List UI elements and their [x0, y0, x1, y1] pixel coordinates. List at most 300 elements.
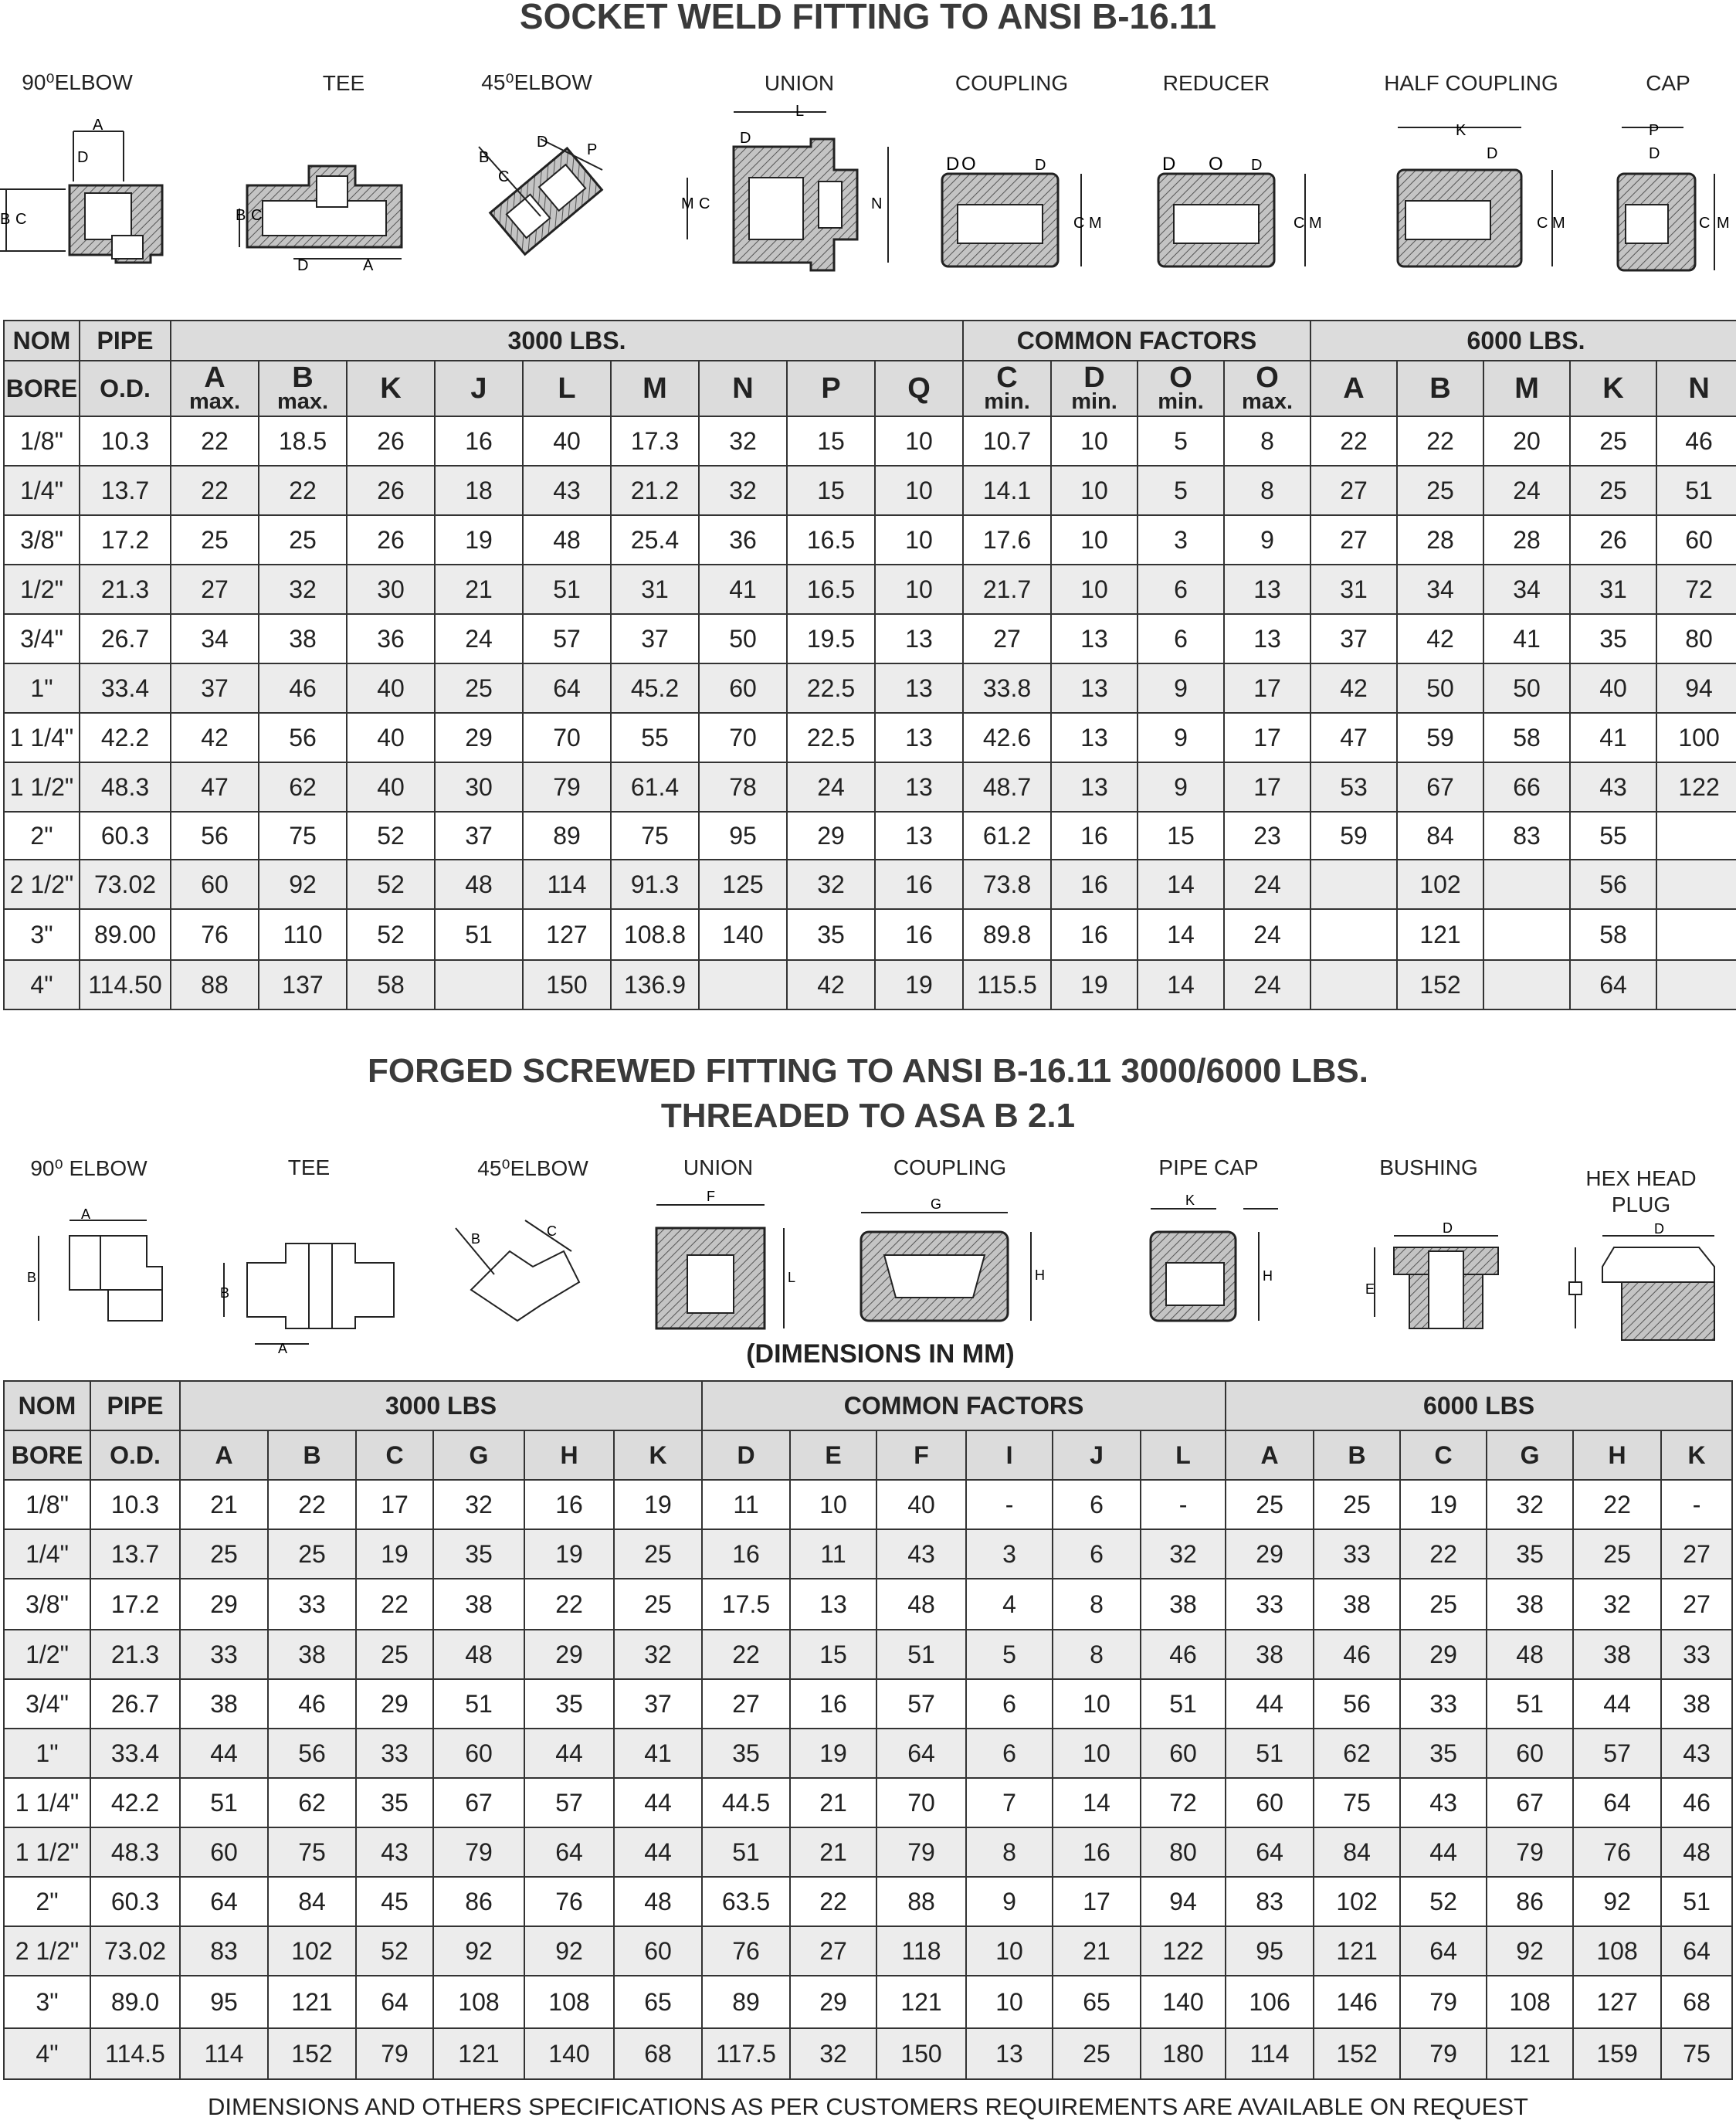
- value-cell: 22.5: [787, 713, 875, 762]
- value-cell: 60: [433, 1729, 524, 1778]
- pipe-od-cell: 42.2: [90, 1778, 180, 1827]
- value-cell: 57: [1573, 1729, 1661, 1778]
- half-coupling-drawing-icon: [1382, 116, 1575, 278]
- column-header: E: [790, 1430, 876, 1480]
- section2-title-line1: FORGED SCREWED FITTING TO ANSI B-16.11 3000/6000 LBS.: [368, 1052, 1368, 1090]
- socket-weld-dimension-table: [3, 320, 1736, 1010]
- fitting-label-bushing: BUSHING: [1379, 1155, 1478, 1179]
- value-cell: 56: [171, 812, 259, 860]
- value-cell: 22: [1573, 1480, 1661, 1529]
- value-cell: 38: [1487, 1579, 1573, 1630]
- value-cell: 22: [1310, 416, 1397, 466]
- value-cell: 9: [966, 1877, 1053, 1926]
- column-letter: M: [1514, 372, 1539, 405]
- value-cell: 25: [259, 515, 347, 565]
- value-cell: 37: [611, 614, 699, 663]
- value-cell: 66: [1483, 762, 1570, 812]
- value-cell: 83: [180, 1926, 268, 1976]
- value-cell: 51: [180, 1778, 268, 1827]
- value-cell: 3: [966, 1529, 1053, 1579]
- fitting-label-45-elbow: 45⁰ELBOW: [481, 70, 592, 94]
- elbow-90-drawing-icon: [15, 1205, 170, 1336]
- value-cell: 152: [268, 2028, 356, 2079]
- column-sub: max.: [276, 389, 329, 414]
- value-cell: 26: [347, 466, 435, 515]
- value-cell: 16: [790, 1679, 876, 1729]
- nom-bore-cell: 3/4": [4, 1679, 90, 1729]
- nom-bore-cell: 1/4": [4, 1529, 90, 1579]
- value-cell: 52: [356, 1926, 433, 1976]
- pipe-od-cell: 26.7: [80, 614, 171, 663]
- value-cell: 10: [1051, 565, 1138, 614]
- header-group-common: COMMON FACTORS: [702, 1381, 1226, 1430]
- value-cell: 64: [356, 1976, 433, 2028]
- nom-bore-cell: 1 1/2": [4, 762, 80, 812]
- value-cell: 25: [614, 1529, 702, 1579]
- value-cell: 13: [1224, 565, 1310, 614]
- value-cell: 88: [876, 1877, 966, 1926]
- value-cell: 17.6: [963, 515, 1051, 565]
- value-cell: 48: [1487, 1630, 1573, 1679]
- union-drawing-icon: [672, 103, 896, 286]
- value-cell: 84: [1314, 1827, 1400, 1877]
- value-cell: 60: [699, 663, 787, 713]
- value-cell: 13: [1224, 614, 1310, 663]
- header-od: O.D.: [80, 361, 171, 416]
- column-header: [1310, 361, 1397, 416]
- value-cell: 32: [614, 1630, 702, 1679]
- dim-c: C: [699, 195, 710, 212]
- value-cell: 41: [614, 1729, 702, 1778]
- value-cell: 40: [347, 663, 435, 713]
- value-cell: 6: [966, 1729, 1053, 1778]
- dim-c: C: [498, 168, 510, 185]
- value-cell: 19: [1051, 960, 1138, 1009]
- dim-f: F: [707, 1189, 715, 1204]
- value-cell: 40: [1570, 663, 1656, 713]
- value-cell: 140: [524, 2028, 614, 2079]
- table-row: [4, 1778, 1732, 1827]
- value-cell: 13: [875, 663, 963, 713]
- value-cell: 78: [699, 762, 787, 812]
- value-cell: 25: [356, 1630, 433, 1679]
- value-cell: 38: [1661, 1679, 1732, 1729]
- value-cell: 62: [268, 1778, 356, 1827]
- fitting-label-hex-head: HEX HEAD: [1585, 1166, 1697, 1190]
- value-cell: 47: [1310, 713, 1397, 762]
- value-cell: 58: [347, 960, 435, 1009]
- value-cell: 60: [180, 1827, 268, 1877]
- value-cell: 7: [966, 1778, 1053, 1827]
- value-cell: 3: [1138, 515, 1224, 565]
- value-cell: 14: [1138, 860, 1224, 909]
- value-cell: 33.8: [963, 663, 1051, 713]
- value-cell: 37: [435, 812, 523, 860]
- value-cell: 10: [1053, 1729, 1141, 1778]
- value-cell: 27: [1661, 1529, 1732, 1579]
- pipe-od-cell: 17.2: [90, 1579, 180, 1630]
- value-cell: 91.3: [611, 860, 699, 909]
- column-header: [1138, 361, 1224, 416]
- pipe-od-cell: 10.3: [80, 416, 171, 466]
- dim-d: D: [1649, 145, 1660, 162]
- value-cell: 70: [523, 713, 611, 762]
- value-cell: 13: [1051, 663, 1138, 713]
- value-cell: 13: [1051, 614, 1138, 663]
- value-cell: 16: [524, 1480, 614, 1529]
- value-cell: 8: [966, 1827, 1053, 1877]
- value-cell: 51: [433, 1679, 524, 1729]
- value-cell: 159: [1573, 2028, 1661, 2079]
- value-cell: 25: [1226, 1480, 1314, 1529]
- value-cell: 43: [523, 466, 611, 515]
- column-header: G: [433, 1430, 524, 1480]
- value-cell: 36: [347, 614, 435, 663]
- value-cell: 43: [1400, 1778, 1487, 1827]
- value-cell: 5: [1138, 416, 1224, 466]
- value-cell: 24: [1224, 960, 1310, 1009]
- column-header: B: [268, 1430, 356, 1480]
- table-row: [4, 1729, 1732, 1778]
- value-cell: 43: [1570, 762, 1656, 812]
- value-cell: 15: [787, 416, 875, 466]
- value-cell: 51: [1487, 1679, 1573, 1729]
- column-letter: C: [996, 361, 1018, 394]
- value-cell: 51: [435, 909, 523, 960]
- value-cell: 57: [876, 1679, 966, 1729]
- pipe-od-cell: 73.02: [80, 860, 171, 909]
- value-cell: 43: [1661, 1729, 1732, 1778]
- value-cell: 108: [1573, 1926, 1661, 1976]
- column-header: C: [356, 1430, 433, 1480]
- fitting-label-half-coupling: HALF COUPLING: [1384, 71, 1558, 95]
- fitting-label-coupling: COUPLING: [893, 1155, 1007, 1179]
- value-cell: 140: [1141, 1976, 1226, 2028]
- column-letter: N: [1688, 372, 1710, 405]
- nom-bore-cell: 2 1/2": [4, 860, 80, 909]
- value-cell: 16: [1053, 1827, 1141, 1877]
- column-header: [787, 361, 875, 416]
- value-cell: 35: [356, 1778, 433, 1827]
- value-cell: 46: [1656, 416, 1736, 466]
- value-cell: 21: [435, 565, 523, 614]
- table-row: [4, 663, 1736, 713]
- value-cell: 10: [966, 1976, 1053, 2028]
- value-cell: 8: [1053, 1579, 1141, 1630]
- value-cell: 110: [259, 909, 347, 960]
- value-cell: 92: [524, 1926, 614, 1976]
- column-header: [1483, 361, 1570, 416]
- value-cell: 25: [171, 515, 259, 565]
- dim-d: D: [740, 130, 751, 147]
- dim-h: H: [1263, 1268, 1273, 1284]
- value-cell: 17: [1224, 762, 1310, 812]
- pipe-od-cell: 33.4: [90, 1729, 180, 1778]
- value-cell: 51: [876, 1630, 966, 1679]
- value-cell: 10: [875, 416, 963, 466]
- value-cell: 27: [171, 565, 259, 614]
- value-cell: 18.5: [259, 416, 347, 466]
- value-cell: 44: [1400, 1827, 1487, 1877]
- value-cell: 17: [356, 1480, 433, 1529]
- value-cell: 127: [1573, 1976, 1661, 2028]
- value-cell: 30: [435, 762, 523, 812]
- value-cell: 38: [268, 1630, 356, 1679]
- value-cell: 150: [523, 960, 611, 1009]
- value-cell: 40: [876, 1480, 966, 1529]
- value-cell: 22: [702, 1630, 790, 1679]
- value-cell: 125: [699, 860, 787, 909]
- value-cell: 10: [1051, 416, 1138, 466]
- value-cell: 27: [1310, 515, 1397, 565]
- footer-note: DIMENSIONS AND OTHERS SPECIFICATIONS AS PER CUSTOMERS REQUIREMENTS ARE AVAILABLE ON REQUEST: [208, 2093, 1528, 2120]
- value-cell: 136.9: [611, 960, 699, 1009]
- value-cell: 108: [1487, 1976, 1573, 2028]
- value-cell: 42.6: [963, 713, 1051, 762]
- table-row: [4, 1877, 1732, 1926]
- table-row: [4, 909, 1736, 960]
- value-cell: 127: [523, 909, 611, 960]
- value-cell: 10: [1051, 466, 1138, 515]
- column-letter: M: [643, 372, 667, 405]
- column-header: H: [1573, 1430, 1661, 1480]
- value-cell: [1310, 860, 1397, 909]
- dim-c: C: [1537, 215, 1548, 232]
- value-cell: 22: [790, 1877, 876, 1926]
- value-cell: 35: [787, 909, 875, 960]
- value-cell: 76: [702, 1926, 790, 1976]
- value-cell: 37: [614, 1679, 702, 1729]
- value-cell: 26: [347, 515, 435, 565]
- value-cell: 33: [268, 1579, 356, 1630]
- value-cell: 60: [1226, 1778, 1314, 1827]
- value-cell: 150: [876, 2028, 966, 2079]
- pipe-od-cell: 33.4: [80, 663, 171, 713]
- value-cell: 32: [1573, 1579, 1661, 1630]
- dim-d: D: [1487, 145, 1498, 162]
- value-cell: 75: [611, 812, 699, 860]
- value-cell: [435, 960, 523, 1009]
- cap-drawing-icon: [1606, 116, 1730, 286]
- value-cell: 17.3: [611, 416, 699, 466]
- value-cell: 10: [1051, 515, 1138, 565]
- value-cell: [1483, 960, 1570, 1009]
- dim-m: M: [1089, 215, 1102, 232]
- value-cell: 37: [1310, 614, 1397, 663]
- value-cell: 20: [1483, 416, 1570, 466]
- column-sub: max.: [188, 389, 241, 414]
- value-cell: 95: [699, 812, 787, 860]
- header-nom: NOM: [4, 321, 80, 361]
- value-cell: 22: [171, 416, 259, 466]
- value-cell: 60: [1656, 515, 1736, 565]
- value-cell: 106: [1226, 1976, 1314, 2028]
- dim-e: E: [1365, 1281, 1375, 1297]
- value-cell: 13: [875, 762, 963, 812]
- column-header: [1570, 361, 1656, 416]
- value-cell: 13: [966, 2028, 1053, 2079]
- value-cell: 43: [876, 1529, 966, 1579]
- dim-d: D: [1443, 1220, 1453, 1236]
- value-cell: 70: [876, 1778, 966, 1827]
- value-cell: 9: [1224, 515, 1310, 565]
- value-cell: 64: [1400, 1926, 1487, 1976]
- value-cell: 79: [523, 762, 611, 812]
- value-cell: 44: [524, 1729, 614, 1778]
- value-cell: 35: [1400, 1729, 1487, 1778]
- value-cell: 23: [1224, 812, 1310, 860]
- pipe-cap-drawing-icon: [1143, 1189, 1297, 1328]
- value-cell: 137: [259, 960, 347, 1009]
- value-cell: 35: [524, 1679, 614, 1729]
- value-cell: 43: [356, 1827, 433, 1877]
- value-cell: 46: [1314, 1630, 1400, 1679]
- value-cell: 59: [1310, 812, 1397, 860]
- dim-m: M: [1717, 215, 1730, 232]
- value-cell: 86: [1487, 1877, 1573, 1926]
- table-row: [4, 565, 1736, 614]
- value-cell: 92: [259, 860, 347, 909]
- value-cell: 27: [702, 1679, 790, 1729]
- value-cell: 16: [702, 1529, 790, 1579]
- dim-d: D: [1654, 1221, 1664, 1237]
- value-cell: 35: [702, 1729, 790, 1778]
- value-cell: 33: [1400, 1679, 1487, 1729]
- value-cell: 122: [1656, 762, 1736, 812]
- units-note: (DIMENSIONS IN MM): [746, 1339, 1015, 1369]
- dim-b: B: [479, 149, 490, 166]
- value-cell: 32: [699, 466, 787, 515]
- value-cell: 42: [1397, 614, 1483, 663]
- column-header: I: [966, 1430, 1053, 1480]
- value-cell: 16: [1051, 909, 1138, 960]
- nom-bore-cell: 1 1/4": [4, 713, 80, 762]
- dim-d: D: [297, 257, 309, 274]
- table-row: [4, 515, 1736, 565]
- value-cell: 114: [523, 860, 611, 909]
- hex-plug-drawing-icon: [1560, 1220, 1734, 1344]
- value-cell: 152: [1397, 960, 1483, 1009]
- value-cell: 73.8: [963, 860, 1051, 909]
- value-cell: 48: [435, 860, 523, 909]
- value-cell: 79: [1487, 1827, 1573, 1877]
- column-sub: min.: [1158, 389, 1204, 414]
- value-cell: 22: [524, 1579, 614, 1630]
- value-cell: 50: [1397, 663, 1483, 713]
- column-sub: max.: [1241, 389, 1294, 414]
- value-cell: 11: [702, 1480, 790, 1529]
- value-cell: 11: [790, 1529, 876, 1579]
- value-cell: 61.2: [963, 812, 1051, 860]
- value-cell: 122: [1141, 1926, 1226, 1976]
- value-cell: 27: [790, 1926, 876, 1976]
- value-cell: 83: [1483, 812, 1570, 860]
- column-letter: O: [1256, 361, 1279, 394]
- header-nom: NOM: [4, 1381, 90, 1430]
- value-cell: 48: [523, 515, 611, 565]
- value-cell: 67: [433, 1778, 524, 1827]
- value-cell: 75: [268, 1827, 356, 1877]
- nom-bore-cell: 4": [4, 2028, 90, 2079]
- column-header: [435, 361, 523, 416]
- value-cell: 19: [1400, 1480, 1487, 1529]
- nom-bore-cell: 3": [4, 909, 80, 960]
- dim-a: A: [93, 117, 103, 134]
- header-pipe: PIPE: [80, 321, 171, 361]
- value-cell: 38: [1226, 1630, 1314, 1679]
- value-cell: 79: [433, 1827, 524, 1877]
- bushing-drawing-icon: [1344, 1205, 1529, 1336]
- dim-l: L: [795, 103, 805, 120]
- fitting-label-tee: TEE: [287, 1155, 331, 1179]
- value-cell: 21: [790, 1827, 876, 1877]
- reducer-drawing-icon: [1151, 139, 1336, 278]
- value-cell: 22: [1400, 1529, 1487, 1579]
- value-cell: 13: [1051, 713, 1138, 762]
- table-row: [4, 1926, 1732, 1976]
- value-cell: 14: [1138, 909, 1224, 960]
- value-cell: 48: [433, 1630, 524, 1679]
- value-cell: 64: [1573, 1778, 1661, 1827]
- value-cell: 6: [1138, 614, 1224, 663]
- column-header: G: [1487, 1430, 1573, 1480]
- value-cell: 13: [875, 614, 963, 663]
- value-cell: 79: [1400, 1976, 1487, 2028]
- value-cell: 67: [1487, 1778, 1573, 1827]
- table-row: [4, 960, 1736, 1009]
- value-cell: 44: [614, 1827, 702, 1877]
- value-cell: 44: [1226, 1679, 1314, 1729]
- value-cell: 51: [523, 565, 611, 614]
- value-cell: 64: [523, 663, 611, 713]
- value-cell: 64: [524, 1827, 614, 1877]
- value-cell: 80: [1141, 1827, 1226, 1877]
- value-cell: 8: [1224, 466, 1310, 515]
- value-cell: 36: [699, 515, 787, 565]
- value-cell: 14.1: [963, 466, 1051, 515]
- value-cell: 64: [1570, 960, 1656, 1009]
- value-cell: 14: [1138, 960, 1224, 1009]
- value-cell: 19: [356, 1529, 433, 1579]
- column-header: [347, 361, 435, 416]
- table-row: [4, 713, 1736, 762]
- value-cell: 21: [790, 1778, 876, 1827]
- value-cell: 121: [268, 1976, 356, 2028]
- value-cell: 16: [1051, 812, 1138, 860]
- value-cell: 26: [347, 416, 435, 466]
- value-cell: 6: [966, 1679, 1053, 1729]
- value-cell: [699, 960, 787, 1009]
- value-cell: 9: [1138, 663, 1224, 713]
- value-cell: 65: [614, 1976, 702, 2028]
- value-cell: 25: [1573, 1529, 1661, 1579]
- value-cell: 72: [1141, 1778, 1226, 1827]
- column-header: [611, 361, 699, 416]
- dim-c: C: [251, 207, 263, 224]
- value-cell: 27: [963, 614, 1051, 663]
- value-cell: 21: [1053, 1926, 1141, 1976]
- dim-b: B: [471, 1231, 481, 1247]
- column-header: [1397, 361, 1483, 416]
- nom-bore-cell: 3/8": [4, 515, 80, 565]
- value-cell: 40: [347, 762, 435, 812]
- value-cell: 38: [1573, 1630, 1661, 1679]
- value-cell: 30: [347, 565, 435, 614]
- elbow-45-drawing-icon: [432, 1205, 587, 1344]
- column-letter: B: [292, 361, 314, 394]
- column-letter: J: [470, 372, 487, 405]
- table-row: [4, 860, 1736, 909]
